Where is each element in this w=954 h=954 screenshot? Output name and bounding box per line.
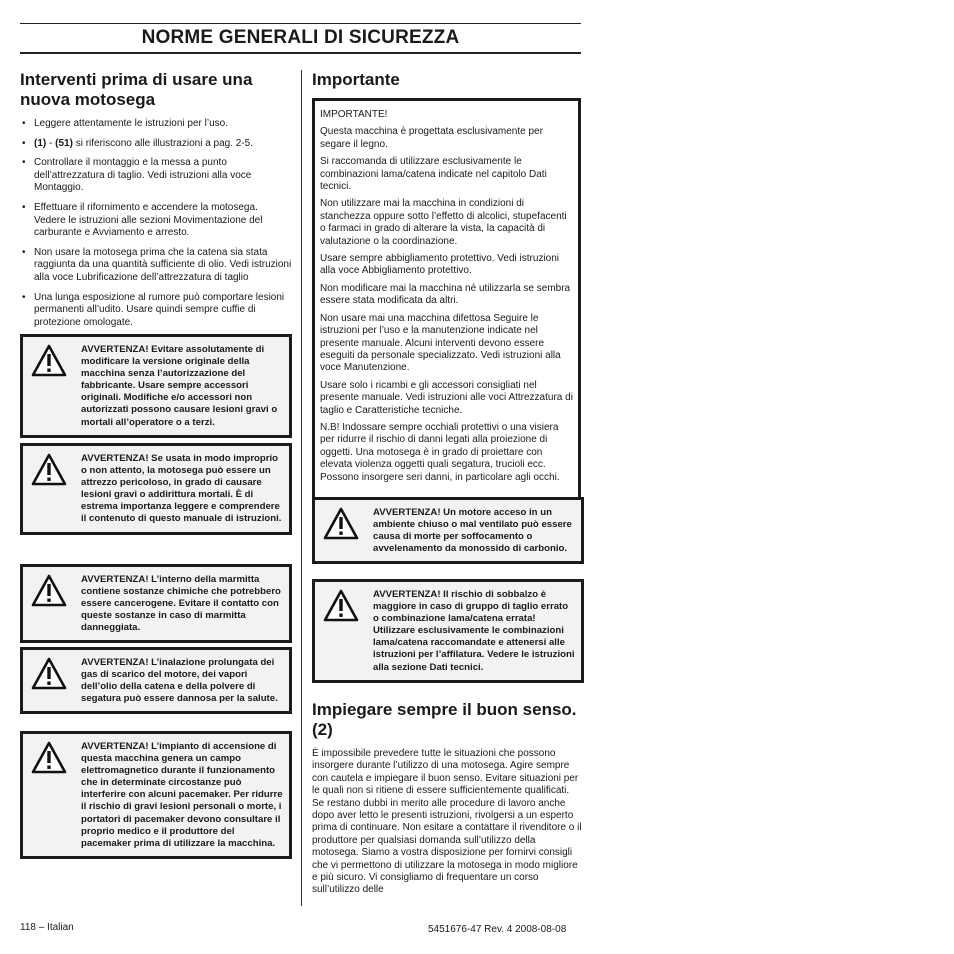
- section-heading-important: Importante: [312, 70, 400, 89]
- common-sense-paragraph: È impossibile prevedere tutte le situazioni che possono insorgere durante l’utilizzo di una motosega. Agire sempre con cautela e impiegare il buon senso. Evitare situazioni per le quali non si ritiene di essere sufficientemente qualificati. Se restano dubbi in merito alle procedure di lavoro anche dopo aver letto le presenti istruzioni, rivolgersi a un esperto prima di continuare. Non esitare a contattare il rivenditore o il produttore per qualsiasi domanda sull’utilizzo della motosega. Siamo a vostra disposizione per fornirvi consigli che vi permettono di utilizzare la motosega in modo migliore e più sicuro. Vi consigliamo di frequentare un corso sull’utilizzo delle: [312, 748, 582, 896]
- warning-triangle-icon: [31, 453, 67, 486]
- important-line: Si raccomanda di utilizzare esclusivamente le combinazioni lama/catena indicate nel capitolo Dati tecnici.: [320, 156, 547, 193]
- bullet-list: [20, 118, 292, 329]
- section-heading-before-use: Interventi prima di usare una nuova motosega: [20, 70, 253, 109]
- warning-text: AVVERTENZA! Un motore acceso in un ambiente chiuso o mal ventilato può essere causa di morte per soffocamento o avvelenamento da monossido di carbonio.: [373, 507, 572, 555]
- page-title: NORME GENERALI DI SICUREZZA: [141, 27, 460, 48]
- warning-triangle-icon: [323, 507, 359, 540]
- important-line: Non utilizzare mai la macchina in condizioni di stanchezza oppure sotto l’effetto di alcolici, stupefacenti o farmaci in grado di alterare la vista, la capacità di valutazione o la coordinazione.: [320, 198, 567, 247]
- important-line: Non modificare mai la macchina né utilizzarla se sembra essere stata modificata da altri.: [320, 282, 571, 307]
- warning-triangle-icon: [31, 741, 67, 774]
- important-line: Usare sempre abbigliamento protettivo. Vedi istruzioni alla voce Abbigliamento protettivo.: [320, 253, 560, 277]
- warning-text: AVVERTENZA! Evitare assolutamente di modificare la versione originale della macchina senza l’autorizzazione del fabbricante. Usare sempre accessori originali. Modifiche e/o accessori non autorizzati possono causare lesioni gravi o mortali all’operatore o a terzi.: [81, 344, 278, 428]
- right-column: [312, 70, 584, 896]
- bullet-icon: •: [22, 118, 26, 129]
- important-line: Questa macchina è progettata esclusivamente per segare il legno.: [320, 126, 543, 150]
- warning-text: AVVERTENZA! Il rischio di sobbalzo è maggiore in caso di gruppo di taglio errato o combinazione lama/catena errata! Utilizzare esclusivamente le combinazioni lama/catena raccomandate e attenersi alle istruzioni per l’affilatura. Vedere le istruzioni alla sezione Dati tecnici.: [373, 589, 575, 673]
- bullet-icon: •: [22, 291, 26, 303]
- warning-text: AVVERTENZA! L’inalazione prolungata dei gas di scarico del motore, dei vapori dell’olio della catena e della polvere di segatura può essere dannosa per la salute.: [81, 657, 278, 705]
- warning-box: [20, 443, 292, 535]
- header-rule-top: [20, 23, 581, 24]
- list-item: • Controllare il montaggio e la messa a punto dell’attrezzatura di taglio. Vedi istruzioni alla voce Montaggio.: [22, 157, 252, 194]
- warning-box: [20, 564, 292, 643]
- important-label: IMPORTANTE!: [320, 109, 388, 120]
- list-item: • Una lunga esposizione al rumore può comportare lesioni permanenti all’udito. Usare quindi sempre cuffie di protezione omologate.: [22, 291, 285, 328]
- warning-box: [312, 579, 584, 683]
- warning-text: AVVERTENZA! Se usata in modo improprio o non attento, la motosega può essere un attrezzo pericoloso, in grado di causare lesioni gravi o addirittura mortali. È di estrema importanza leggere e comprendere il contenuto di questo manuale di istruzioni.: [81, 453, 282, 525]
- important-line: Usare solo i ricambi e gli accessori consigliati nel presente manuale. Vedi istruzioni alle voci Attrezzatura di taglio e Caratteristiche tecniche.: [320, 379, 573, 416]
- warning-text: AVVERTENZA! L’interno della marmitta contiene sostanze chimiche che potrebbero essere cancerogene. Evitare il contatto con queste sostanze in caso di marmitta danneggiata.: [81, 574, 281, 634]
- document-revision: 5451676-47 Rev. 4 2008-08-08: [428, 924, 567, 935]
- header-rule-bottom: [20, 52, 581, 54]
- common-sense-section: [312, 700, 584, 897]
- section-heading-common-sense: Impiegare sempre il buon senso. (2): [312, 700, 577, 739]
- list-item: • Leggere attentamente le istruzioni per l’uso.: [22, 118, 229, 129]
- bullet-icon: •: [22, 246, 26, 258]
- important-box: [312, 98, 581, 555]
- important-line: N.B! Indossare sempre occhiali protettivi o una visiera per ridurre il rischio di danni legati alla proiezione di oggetti. Una motosega è in grado di proiettare con elevata violenza oggetti quali segatura, trucioli ecc. Possono insorgere seri danni, in particolare agli occhi.: [320, 421, 560, 483]
- warning-triangle-icon: [31, 574, 67, 607]
- list-item: • (1) - (51) si riferiscono alle illustrazioni a pag. 2-5.: [22, 137, 254, 149]
- warning-box: [20, 647, 292, 714]
- warning-triangle-icon: [323, 589, 359, 622]
- warning-box: [20, 731, 292, 859]
- warning-text: AVVERTENZA! L’impianto di accensione di questa macchina genera un campo elettromagnetico durante il funzionamento che in determinate circostanze può interferire con alcuni pacemaker. Per ridurre il rischio di gravi lesioni personali o morte, i portatori di pacemaker devono consultare il proprio medico e il produttore del pacemaker prima di utilizzare la macchina.: [81, 741, 283, 849]
- warning-triangle-icon: [31, 657, 67, 690]
- warning-box: [20, 334, 292, 438]
- column-divider: [301, 70, 302, 906]
- bullet-icon: •: [22, 157, 26, 169]
- page-number: 118 – Italian: [20, 922, 74, 933]
- bullet-icon: •: [22, 137, 26, 149]
- list-item: • Non usare la motosega prima che la catena sia stata raggiunta da una quantità sufficiente di olio. Vedi istruzioni alla voce Lubrificazione dell’attrezzatura di taglio: [22, 246, 292, 283]
- important-line: Non usare mai una macchina difettosa Seguire le istruzioni per l’uso e la manutenzione indicate nel presente manuale. Alcuni interventi devono essere eseguiti da personale specializzato. Vedi istruzioni alla voce Manutenzione.: [320, 312, 561, 374]
- left-column: [20, 70, 292, 336]
- bullet-icon: •: [22, 201, 26, 213]
- list-item: • Effettuare il rifornimento e accendere la motosega. Vedere le istruzioni alle sezioni Movimentazione del carburante e Avviamento e arresto.: [22, 201, 263, 239]
- warning-triangle-icon: [31, 344, 67, 377]
- warning-box: [312, 497, 584, 564]
